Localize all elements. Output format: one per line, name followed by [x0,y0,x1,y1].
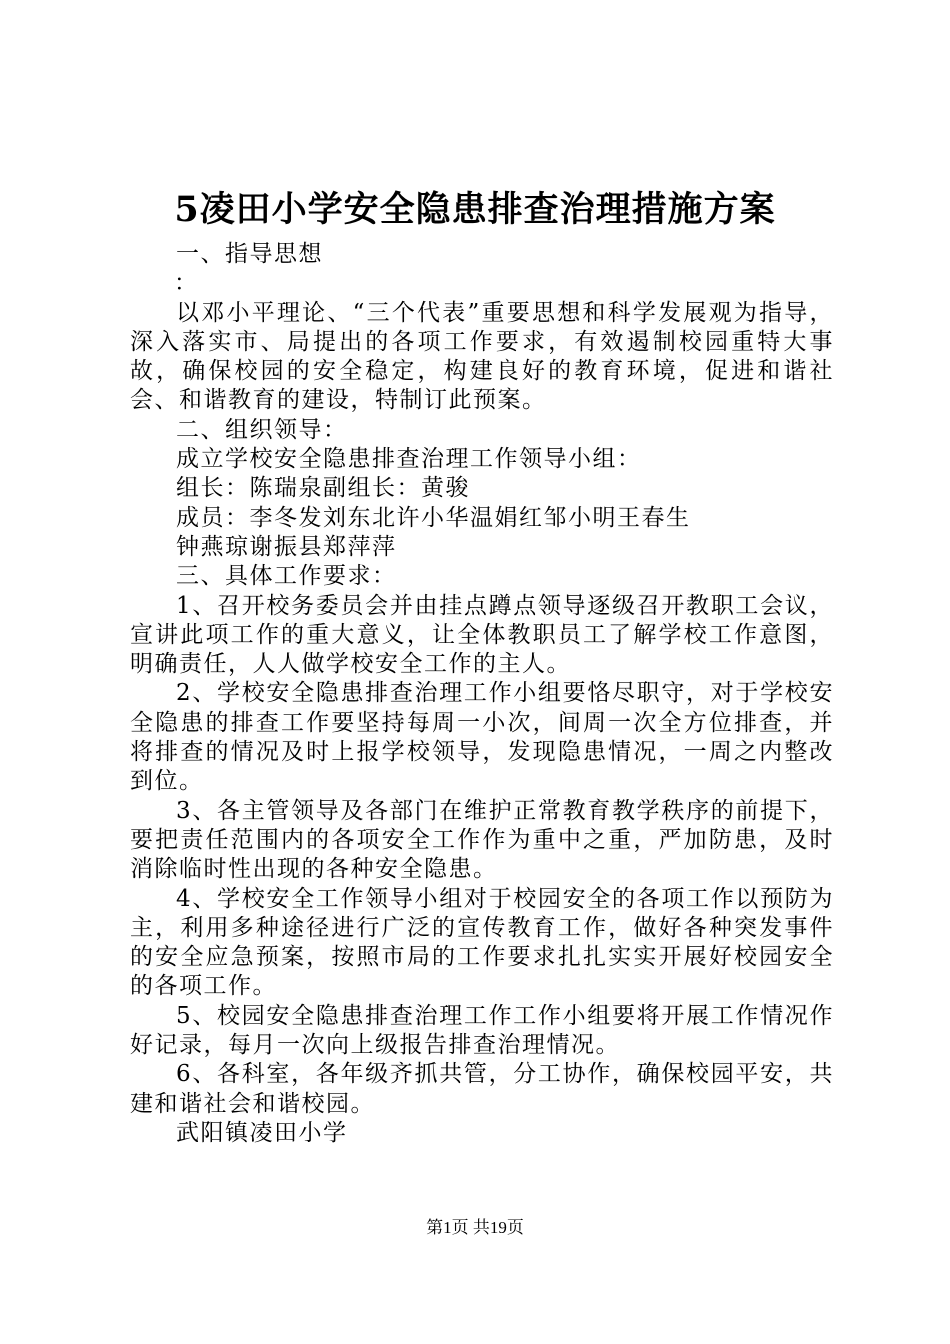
section-heading-requirements: 三、具体工作要求： [176,563,397,590]
requirement-item-4: 4、学校安全工作领导小组对于校园安全的各项工作以预防为主，利用多种途径进行广泛的宣传教育工作，做好各种突发事件的安全应急预案，按照市局的工作要求扎扎实实开展好校园安全的各项工作。 [130,885,834,1000]
page-number-footer: 第1页 共19页 [426,1218,524,1237]
document-title: 5凌田小学安全隐患排查治理措施方案 [174,189,776,230]
signature-school-name: 武阳镇凌田小学 [176,1119,348,1146]
paragraph-leadership-group: 成立学校安全隐患排查治理工作领导小组： [176,446,642,473]
requirement-item-6: 6、各科室，各年级齐抓共管，分工协作，确保校园平安，共建和谐社会和谐校园。 [130,1061,834,1117]
paragraph-members-continued: 钟燕琼谢振县郑萍萍 [176,533,397,560]
document-body [130,240,834,1148]
requirement-item-2: 2、学校安全隐患排查治理工作小组要恪尽职守，对于学校安全隐患的排查工作要坚持每周一小次，间周一次全方位排查，并将排查的情况及时上报学校领导，发现隐患情况，一周之内整改到位。 [130,680,834,795]
paragraph-members: 成员：李冬发刘东北许小华温娟红邹小明王春生 [176,504,691,531]
paragraph-guiding-ideology: 以邓小平理论、“三个代表”重要思想和科学发展观为指导，深入落实市、局提出的各项工作要求，有效遏制校园重特大事故，确保校园的安全稳定，构建良好的教育环境，促进和谐社会、和谐教育的建设，特制订此预案。 [130,299,834,414]
colon-line: ： [174,270,199,297]
requirement-item-5: 5、校园安全隐患排查治理工作工作小组要将开展工作情况作好记录，每月一次向上级报告排查治理情况。 [130,1002,834,1059]
section-heading-guiding-ideology: 一、指导思想 [176,241,323,267]
paragraph-group-leaders: 组长：陈瑞泉副组长：黄骏 [176,475,470,502]
requirement-item-1: 1、召开校务委员会并由挂点蹲点领导逐级召开教职工会议，宣讲此项工作的重大意义，让全体教职员工了解学校工作意图，明确责任，人人做学校安全工作的主人。 [130,592,834,678]
section-heading-organization: 二、组织领导： [176,416,348,443]
requirement-item-3: 3、各主管领导及各部门在维护正常教育教学秩序的前提下，要把责任范围内的各项安全工作作为重中之重，严加防患，及时消除临时性出现的各种安全隐患。 [130,797,834,883]
